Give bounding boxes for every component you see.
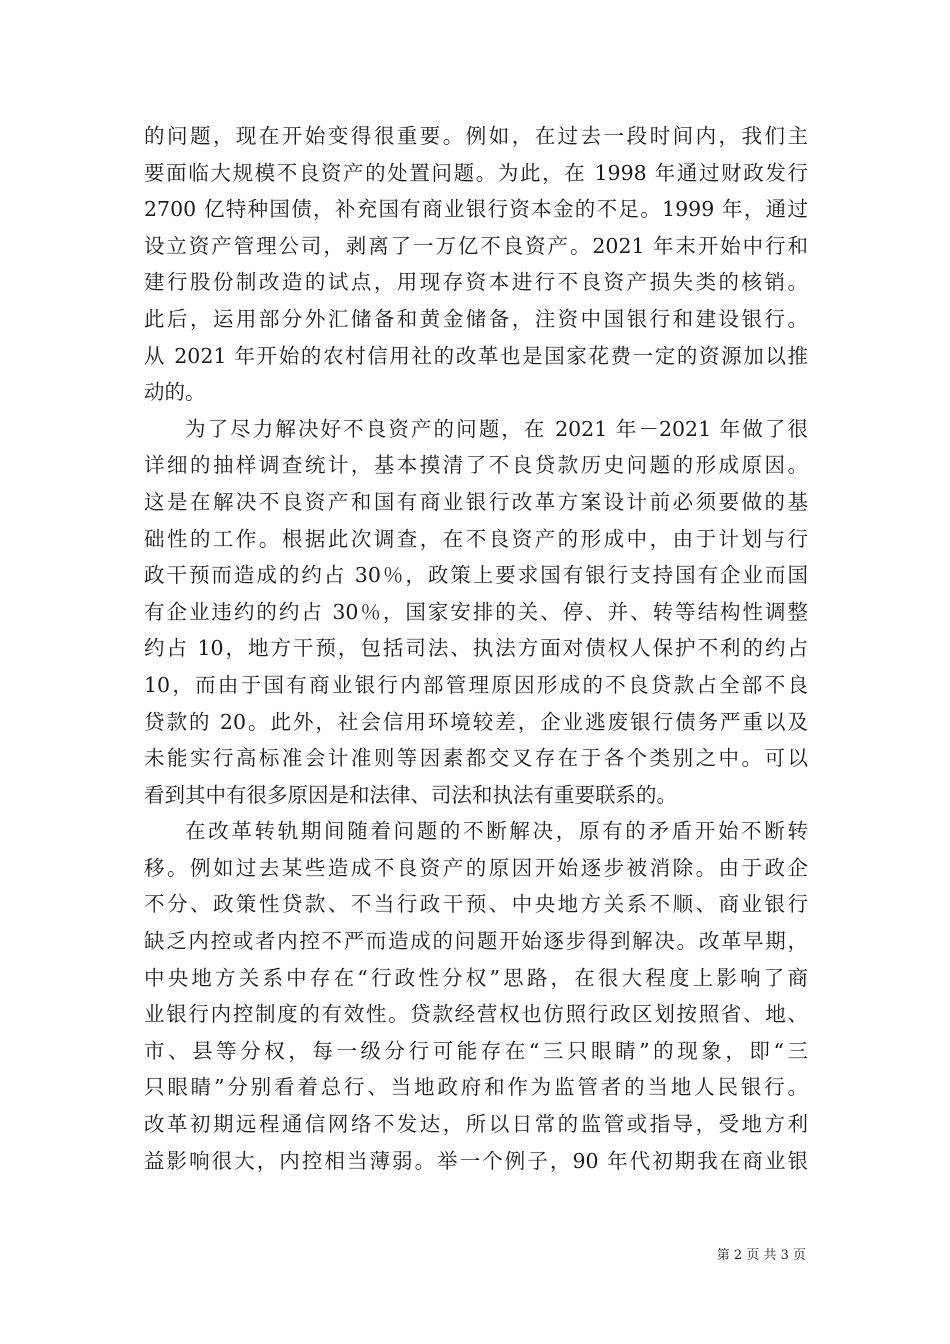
text-line: 只眼睛”分别看着总行、当地政府和作为监管者的当地人民银行。 <box>144 1075 808 1100</box>
text-line: 设立资产管理公司，剥离了一万亿不良资产。2021 年末开始中行和 <box>144 233 808 258</box>
text-line: 要面临大规模不良资产的处置问题。为此，在 1998 年通过财政发行 <box>144 160 808 185</box>
text-line: 在改革转轨期间随着问题的不断解决，原有的矛盾开始不断转 <box>185 819 808 844</box>
text-line: 移。例如过去某些造成不良资产的原因开始逐步被消除。由于政企 <box>144 855 808 880</box>
text-line: 中央地方关系中存在“行政性分权”思路，在很大程度上影响了商 <box>144 965 808 990</box>
text-line: 础性的工作。根据此次调查，在不良资产的形成中，由于计划与行 <box>144 526 808 551</box>
text-line: 改革初期远程通信网络不发达，所以日常的监管或指导，受地方利 <box>144 1112 808 1137</box>
text-line: 看到其中有很多原因是和法律、司法和执法有重要联系的。 <box>144 782 677 807</box>
text-line: 2700 亿特种国债，补充国有商业银行资本金的不足。1999 年，通过 <box>144 197 808 222</box>
text-line: 这是在解决不良资产和国有商业银行改革方案设计前必须要做的基 <box>144 489 808 514</box>
page-number-footer: 第 2 页 共 3 页 <box>716 1248 806 1263</box>
text-line: 有企业违约的约占 30％，国家安排的关、停、并、转等结构性调整 <box>144 599 808 624</box>
text-line: 业银行内控制度的有效性。贷款经营权也仿照行政区划按照省、地、 <box>144 1002 808 1027</box>
text-line: 为了尽力解决好不良资产的问题，在 2021 年－2021 年做了很 <box>185 416 808 441</box>
text-line: 贷款的 20。此外，社会信用环境较差，企业逃废银行债务严重以及 <box>144 709 808 734</box>
text-line: 不分、政策性贷款、不当行政干预、中央地方关系不顺、商业银行 <box>144 892 808 917</box>
body-text <box>144 118 808 1179</box>
text-line: 详细的抽样调查统计，基本摸清了不良贷款历史问题的形成原因。 <box>144 453 808 478</box>
text-line: 10，而由于国有商业银行内部管理原因形成的不良贷款占全部不良 <box>144 672 808 697</box>
paragraph <box>144 813 808 1179</box>
text-line: 此后，运用部分外汇储备和黄金储备，注资中国银行和建设银行。 <box>144 306 808 331</box>
text-line: 建行股份制改造的试点，用现存资本进行不良资产损失类的核销。 <box>144 270 808 295</box>
text-line: 动的。 <box>144 380 206 405</box>
text-line: 政干预而造成的约占 30％，政策上要求国有银行支持国有企业而国 <box>144 563 808 588</box>
text-line: 缺乏内控或者内控不严而造成的问题开始逐步得到解决。改革早期， <box>144 929 808 954</box>
paragraph <box>144 411 808 814</box>
text-line: 的问题，现在开始变得很重要。例如，在过去一段时间内，我们主 <box>144 124 808 148</box>
text-line: 从 2021 年开始的农村信用社的改革也是国家花费一定的资源加以推 <box>144 343 808 368</box>
text-line: 益影响很大，内控相当薄弱。举一个例子，90 年代初期我在商业银 <box>144 1148 808 1173</box>
paragraph <box>144 118 808 411</box>
text-line: 市、县等分权，每一级分行可能存在“三只眼睛”的现象，即“三 <box>144 1038 808 1063</box>
text-line: 约占 10，地方干预，包括司法、执法方面对债权人保护不利的约占 <box>144 636 808 661</box>
text-line: 未能实行高标准会计准则等因素都交叉存在于各个类别之中。可以 <box>144 746 808 771</box>
